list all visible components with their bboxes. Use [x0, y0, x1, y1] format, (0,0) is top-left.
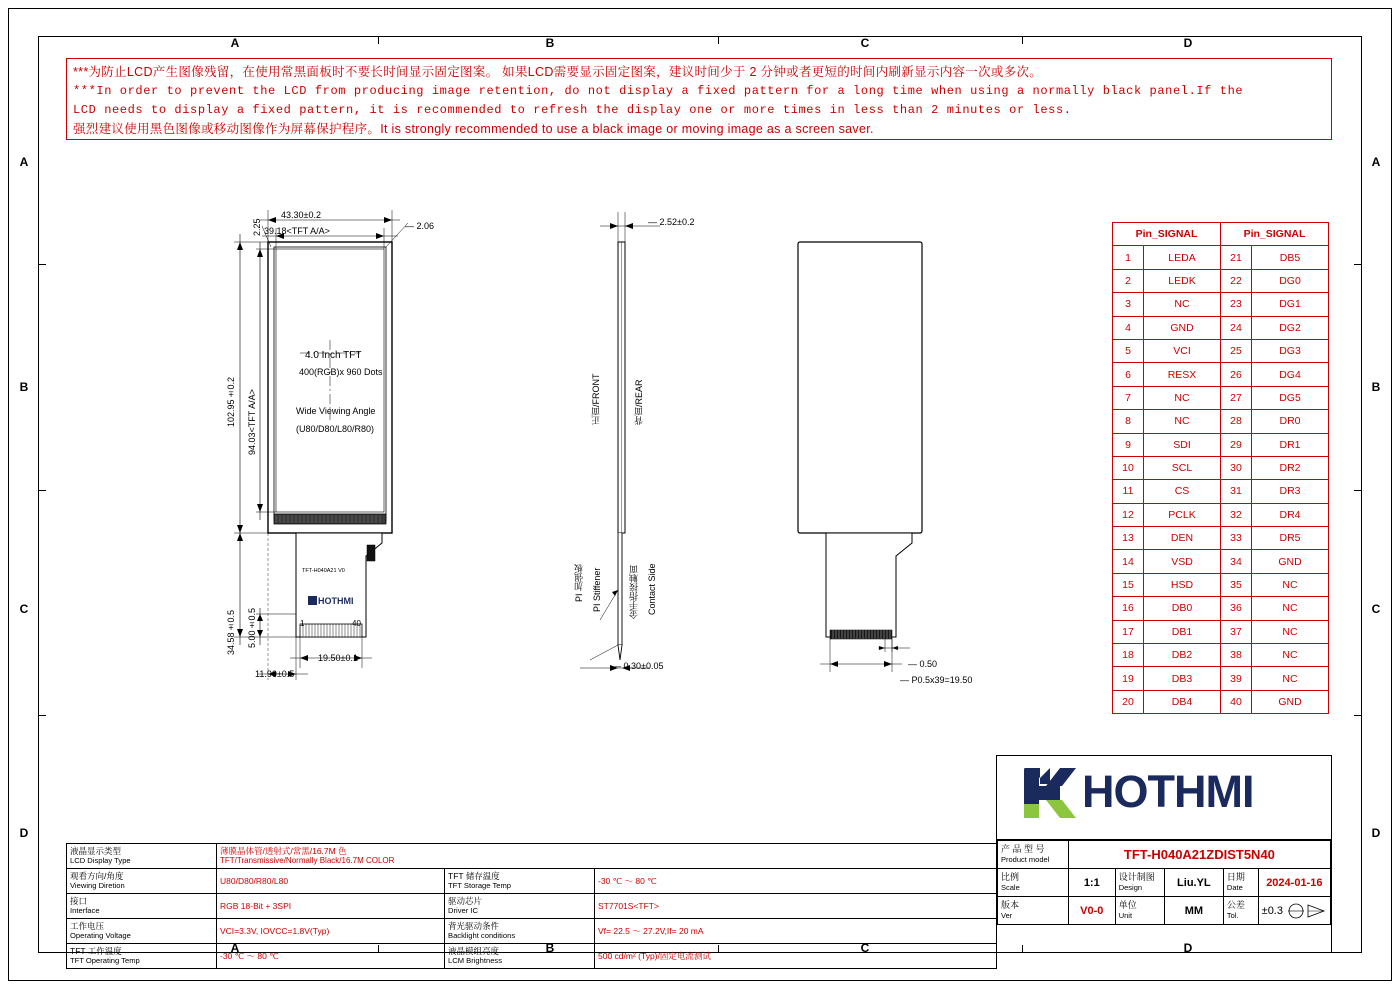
spec-label-display-type: 液晶显示类型 LCD Display Type: [67, 844, 217, 869]
pin-number: 38: [1221, 644, 1252, 667]
pin-number: 19: [1113, 667, 1144, 690]
pin-number: 34: [1221, 550, 1252, 573]
pin-row: [1113, 503, 1329, 526]
pin-signal: SCL: [1144, 456, 1221, 479]
pin-number: 32: [1221, 503, 1252, 526]
zone-tick: [378, 36, 379, 44]
pin-signal: NC: [1252, 573, 1329, 596]
pin-signal: DB3: [1144, 667, 1221, 690]
zone-label-left-c: C: [19, 602, 29, 616]
front-dim-left-aa: 94.03<TFT A/A>: [247, 389, 257, 455]
pin-number: 9: [1113, 433, 1144, 456]
pin-signal: DG5: [1252, 386, 1329, 409]
pin-number: 31: [1221, 480, 1252, 503]
fpc-logo-label: HOTHMI: [308, 596, 354, 606]
zone-label-right-a: A: [1371, 155, 1381, 169]
zone-label-top-a: A: [230, 36, 240, 50]
pin-signal: LEDA: [1144, 246, 1221, 269]
pin-number: 15: [1113, 573, 1144, 596]
zone-label-left-b: B: [19, 380, 29, 394]
pin-number: 13: [1113, 527, 1144, 550]
zone-label-left-a: A: [19, 155, 29, 169]
specification-table: [66, 843, 997, 969]
pin-number: 14: [1113, 550, 1144, 573]
spec-row-interface: [67, 894, 997, 919]
pin-number: 35: [1221, 573, 1252, 596]
pin-signal: DG4: [1252, 363, 1329, 386]
front-dim-top-main: 43.30±0.2: [281, 210, 321, 220]
warning-line-en-2: LCD needs to display a fixed pattern, it is recommended to refresh the display one or more times in less than 2 minutes or less.: [73, 103, 1072, 117]
pin-signal: PCLK: [1144, 503, 1221, 526]
tol-value: ±0.3: [1261, 904, 1283, 917]
spec-label-brightness: 液晶模组亮度 LCM Brightness: [445, 944, 595, 969]
spec-label-viewing-direction: 观看方向/角度 Viewing Diretion: [67, 869, 217, 894]
zone-tick: [38, 490, 46, 491]
pin-row: [1113, 644, 1329, 667]
pin-signal: DR4: [1252, 503, 1329, 526]
pin-number: 7: [1113, 386, 1144, 409]
spec-label-operating-temp: TFT 工作温度 TFT Operating Temp: [67, 944, 217, 969]
zone-tick: [38, 715, 46, 716]
spec-row-operating-temp: [67, 944, 997, 969]
date-value: 2024-01-16: [1258, 869, 1330, 897]
zone-label-bottom-a: A: [230, 941, 240, 955]
zone-tick: [1354, 715, 1362, 716]
pin-number: 24: [1221, 316, 1252, 339]
pin-row: [1113, 363, 1329, 386]
zone-label-right-b: B: [1371, 380, 1381, 394]
spec-value-driver-ic: ST7701S<TFT>: [595, 894, 997, 919]
pin-row: [1113, 410, 1329, 433]
front-dim-bottom-2: 11.90±0.5: [255, 669, 295, 679]
spec-value-operating-temp: -30 ℃ ～ 80 ℃: [217, 944, 445, 969]
unit-value: MM: [1164, 897, 1223, 925]
side-label-contact-en: Contact Side: [647, 563, 657, 615]
projection-symbol-icon: [1287, 902, 1327, 920]
spec-label-operating-voltage: 工作电压 Operating Voltage: [67, 919, 217, 944]
spec-label-backlight: 背光驱动条件 Backlight conditions: [445, 919, 595, 944]
pin-number: 29: [1221, 433, 1252, 456]
pin-row: [1113, 573, 1329, 596]
pin-signal: NC: [1252, 667, 1329, 690]
spec-label-storage-temp: TFT 储存温度 TFT Storage Temp: [445, 869, 595, 894]
pin-signal: GND: [1252, 550, 1329, 573]
pin-number: 18: [1113, 644, 1144, 667]
pin-number: 20: [1113, 690, 1144, 713]
pin-number: 25: [1221, 339, 1252, 362]
front-dim-left-outer: 102.95±0.2: [226, 376, 236, 427]
pin-signal: DB2: [1144, 644, 1221, 667]
pin-number: 5: [1113, 339, 1144, 362]
scale-value: 1:1: [1068, 869, 1115, 897]
pin-number: 10: [1113, 456, 1144, 479]
title-row-model: [998, 841, 1331, 869]
zone-label-bottom-d: D: [1183, 941, 1193, 955]
rear-view-drawing: [760, 190, 1020, 680]
pin-signal: DG1: [1252, 293, 1329, 316]
pin-signal: NC: [1252, 597, 1329, 620]
front-dim-top-left: 2.25: [252, 218, 262, 236]
pin-assignment-table: [1112, 222, 1329, 714]
spec-row-viewing-direction: [67, 869, 997, 894]
pin-number: 26: [1221, 363, 1252, 386]
pin-signal: VCI: [1144, 339, 1221, 362]
zone-label-top-d: D: [1183, 36, 1193, 50]
pin-signal: DR2: [1252, 456, 1329, 479]
pin-number: 2: [1113, 269, 1144, 292]
front-dim-top-right: — 2.06: [405, 221, 435, 231]
pin-number: 37: [1221, 620, 1252, 643]
pin-row: [1113, 480, 1329, 503]
pin-signal: DB4: [1144, 690, 1221, 713]
side-label-rear: 背面/REAR: [634, 379, 644, 425]
pin-row: [1113, 620, 1329, 643]
pin-signal: CS: [1144, 480, 1221, 503]
pin-signal: DG0: [1252, 269, 1329, 292]
pin-row: [1113, 339, 1329, 362]
unit-label: 单位 Unit: [1115, 897, 1164, 925]
front-dim-left-fpc: 34.58±0.5: [226, 609, 236, 655]
pin-row: [1113, 433, 1329, 456]
zone-label-right-c: C: [1371, 602, 1381, 616]
pin-signal: DR0: [1252, 410, 1329, 433]
pin-signal: NC: [1144, 386, 1221, 409]
spec-row-operating-voltage: [67, 919, 997, 944]
pin-number: 11: [1113, 480, 1144, 503]
spec-label-interface: 接口 Interface: [67, 894, 217, 919]
front-center-line-1: 4.0 Inch TFT: [305, 350, 362, 361]
pin-row: [1113, 456, 1329, 479]
front-center-line-4: (U80/D80/L80/R80): [296, 424, 375, 434]
pin-signal: NC: [1144, 410, 1221, 433]
pin-signal: DR5: [1252, 527, 1329, 550]
pin-number: 4: [1113, 316, 1144, 339]
tol-value-cell: [1258, 897, 1330, 925]
pin-number: 1: [1113, 246, 1144, 269]
pin-header-right: Pin_SIGNAL: [1221, 223, 1329, 246]
date-label: 日期 Date: [1223, 869, 1258, 897]
pin-signal: LEDK: [1144, 269, 1221, 292]
side-label-pi-en: PI Stiffener: [592, 567, 602, 612]
zone-tick: [38, 36, 39, 44]
pin-signal: GND: [1252, 690, 1329, 713]
pin-signal: NC: [1252, 620, 1329, 643]
zone-tick: [1022, 36, 1023, 44]
spec-value-viewing-direction: U80/D80/R80/L80: [217, 869, 445, 894]
front-dim-bottom-1: 19.50±0.1: [318, 653, 358, 663]
zone-tick: [38, 945, 39, 953]
zone-tick: [38, 264, 46, 265]
pin-number: 27: [1221, 386, 1252, 409]
front-dim-left-fpc2: 5.00±0.5: [247, 607, 257, 648]
hothmi-logo-mark-icon: [1020, 764, 1078, 822]
pin-signal: SDI: [1144, 433, 1221, 456]
warning-line-cn-1: ***为防止LCD产生图像残留，在使用常黑面板时不要长时间显示固定图案。 如果LCD需要显示固定图案，建议时间少于 2 分钟或者更短的时间内刷新显示内容一次或多次。: [73, 65, 1043, 79]
side-label-front: 正面/FRONT: [591, 373, 601, 425]
pin-number: 23: [1221, 293, 1252, 316]
pin-number: 40: [1221, 690, 1252, 713]
pin-number: 30: [1221, 456, 1252, 479]
pin-number: 33: [1221, 527, 1252, 550]
spec-value-storage-temp: -30 ℃ ～ 80 ℃: [595, 869, 997, 894]
rear-dim-pitch: — 0.50: [908, 659, 938, 669]
pin-signal: HSD: [1144, 573, 1221, 596]
zone-label-bottom-b: B: [545, 941, 555, 955]
pin-number: 12: [1113, 503, 1144, 526]
pin-number-first: 1: [300, 619, 305, 628]
pin-signal: DB1: [1144, 620, 1221, 643]
rear-dim-pitch-total: — P0.5x39=19.50: [900, 675, 973, 685]
pin-number: 28: [1221, 410, 1252, 433]
pin-number: 17: [1113, 620, 1144, 643]
ver-value: V0-0: [1068, 897, 1115, 925]
pin-signal: DG2: [1252, 316, 1329, 339]
pin-signal: DR1: [1252, 433, 1329, 456]
title-row-scale: [998, 869, 1331, 897]
pin-number: 22: [1221, 269, 1252, 292]
spec-value-interface: RGB 18-Bit + 3SPI: [217, 894, 445, 919]
zone-label-right-d: D: [1371, 826, 1381, 840]
pin-table-header-row: [1113, 223, 1329, 246]
pin-row: [1113, 386, 1329, 409]
side-dim-thickness: — 2.52±0.2: [648, 217, 695, 227]
warning-line-cn-2: 强烈建议使用黑色图像或移动图像作为屏幕保护程序。It is strongly recommended to use a black image or moving image as a screen saver.: [73, 122, 874, 136]
front-view-drawing: [200, 190, 460, 680]
pin-row: [1113, 690, 1329, 713]
side-label-contact-cn: 金手指接触面: [629, 565, 639, 619]
pin-row: [1113, 246, 1329, 269]
zone-tick: [1354, 264, 1362, 265]
model-label: 产 品 型 号 Product model: [998, 841, 1069, 869]
hothmi-logo: [1020, 762, 1310, 824]
fpc-part-label: TFT-H040A21 V0: [302, 568, 345, 574]
pin-signal: DB0: [1144, 597, 1221, 620]
pin-number: 8: [1113, 410, 1144, 433]
ver-label: 版本 Ver: [998, 897, 1069, 925]
pin-row: [1113, 550, 1329, 573]
tol-label: 公差 Tol.: [1223, 897, 1258, 925]
title-block-table: [997, 840, 1331, 925]
pin-row: [1113, 527, 1329, 550]
pin-signal: DR3: [1252, 480, 1329, 503]
model-value: TFT-H040A21ZDIST5N40: [1068, 841, 1330, 869]
pin-number: 16: [1113, 597, 1144, 620]
hothmi-logo-text: HOTHMI: [1082, 766, 1254, 817]
zone-label-top-c: C: [860, 36, 870, 50]
pin-row: [1113, 667, 1329, 690]
retention-warning-box: [66, 58, 1332, 140]
spec-value-operating-voltage: VCI=3.3V, IOVCC=1.8V(Typ): [217, 919, 445, 944]
pin-row: [1113, 269, 1329, 292]
spec-row-display-type: [67, 844, 997, 869]
pin-number: 3: [1113, 293, 1144, 316]
pin-signal: DEN: [1144, 527, 1221, 550]
zone-label-bottom-c: C: [860, 941, 870, 955]
spec-value-display-type: 薄膜晶体管/透射式/常黑/16.7M 色 TFT/Transmissive/Normally Black/16.7M COLOR: [217, 844, 997, 869]
hothmi-mini-mark: [308, 596, 317, 605]
pin-number: 36: [1221, 597, 1252, 620]
pin-signal: NC: [1144, 293, 1221, 316]
pin-number: 39: [1221, 667, 1252, 690]
zone-label-top-b: B: [545, 36, 555, 50]
zone-tick: [1354, 490, 1362, 491]
pin-row: [1113, 597, 1329, 620]
pin-signal: DB5: [1252, 246, 1329, 269]
pin-number: 6: [1113, 363, 1144, 386]
pin-header-left: Pin_SIGNAL: [1113, 223, 1221, 246]
pin-signal: DG3: [1252, 339, 1329, 362]
design-label: 设计制图 Design: [1115, 869, 1164, 897]
spec-value-backlight: Vf= 22.5 ～ 27.2V,If= 20 mA: [595, 919, 997, 944]
spec-label-driver-ic: 驱动芯片 Driver IC: [445, 894, 595, 919]
pin-signal: RESX: [1144, 363, 1221, 386]
warning-line-en-1: ***In order to prevent the LCD from producing image retention, do not display a fixed pattern for a long time when using a normally black panel.If the: [73, 84, 1244, 98]
pin-row: [1113, 316, 1329, 339]
zone-label-left-d: D: [19, 826, 29, 840]
pin-row: [1113, 293, 1329, 316]
pin-signal: NC: [1252, 644, 1329, 667]
scale-label: 比例 Scale: [998, 869, 1069, 897]
pin-number: 21: [1221, 246, 1252, 269]
spec-value-brightness: 500 cd/m² (Typ)/固定电流测试: [595, 944, 997, 969]
front-center-line-2: 400(RGB)x 960 Dots: [299, 367, 383, 377]
pin-number-last: 40: [352, 619, 361, 628]
title-row-version: [998, 897, 1331, 925]
design-value: Liu.YL: [1164, 869, 1223, 897]
side-label-pi-cn: PI 加强板: [574, 563, 584, 602]
pin-signal: VSD: [1144, 550, 1221, 573]
front-dim-top-aa: 39.18<TFT A/A>: [264, 226, 330, 236]
side-dim-fpc-thickness: — 0.30±0.05: [612, 661, 664, 671]
zone-tick: [718, 36, 719, 44]
pin-signal: GND: [1144, 316, 1221, 339]
front-center-line-3: Wide Viewing Angle: [296, 406, 376, 416]
